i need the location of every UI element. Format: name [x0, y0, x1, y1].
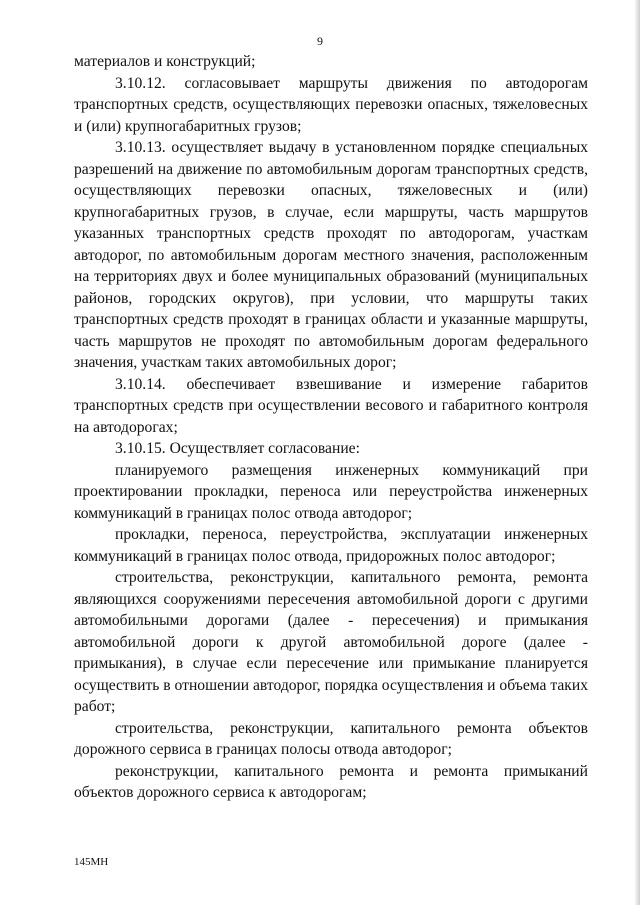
paragraph-road-service-construction: строительства, реконструкции, капитального ремонта объектов дорожного сервиса в границах полосы отвода автодорог; — [74, 719, 588, 758]
paragraph-road-service-junctions: реконструкции, капитального ремонта и ремонта примыканий объектов дорожного сервиса к автодорогам; — [74, 762, 588, 801]
paragraph-engineering-laying: прокладки, переноса, переустройства, эксплуатации инженерных коммуникаций в границах полос отвода, придорожных полос автодорог; — [74, 526, 588, 565]
scan-edge-shadow — [634, 0, 640, 905]
document-code: 145МН — [74, 856, 109, 868]
paragraph-3-10-15: 3.10.15. Осуществляет согласование: — [115, 440, 360, 457]
paragraph-3-10-13: 3.10.13. осуществляет выдачу в установленном порядке специальных разрешений на движение по автомобильным дорогам транспортных средств, осуществляющих перевозки опасных, тяжеловесных и (или) крупногабаритных грузов, в случае, если маршруты, часть маршрутов указанных транспортных средств проходят по автодорогам, участкам автодорог, по автомобильным дорогам местного значения, расположенным на территориях двух и более муниципальных образований (муниципальных районов, городских округов), при условии, что маршруты таких транспортных средств проходят в границах области и указанные маршруты, часть маршрутов не проходят по автомобильным дорогам федерального значения, участкам таких автомобильных дорог; — [74, 139, 588, 371]
paragraph-3-10-12: 3.10.12. согласовывает маршруты движения по автодорогам транспортных средств, осуществляющих перевозки опасных, тяжеловесных и (или) крупногабаритных грузов; — [74, 74, 588, 135]
page-number: 9 — [317, 34, 323, 48]
document-body — [74, 51, 588, 804]
paragraph-engineering-placement: планируемого размещения инженерных коммуникаций при проектировании прокладки, переноса или переустройства инженерных коммуникаций в границах полос отвода автодорог; — [74, 461, 588, 522]
paragraph-continuation: материалов и конструкций; — [74, 53, 256, 70]
paragraph-3-10-14: 3.10.14. обеспечивает взвешивание и измерение габаритов транспортных средств при осуществлении весового и габаритного контроля на автодорогах; — [74, 375, 588, 436]
paragraph-intersections: строительства, реконструкции, капитального ремонта, ремонта являющихся сооружениями пересечения автомобильной дороги с другими автомобильными дорогами (далее - пересечения) и примыкания автомобильной дороги к другой автомобильной дороге (далее - примыкания), в случае если пересечение или примыкание планируется осуществить в отношении автодорог, порядка осуществления и объема таких работ; — [74, 569, 588, 715]
